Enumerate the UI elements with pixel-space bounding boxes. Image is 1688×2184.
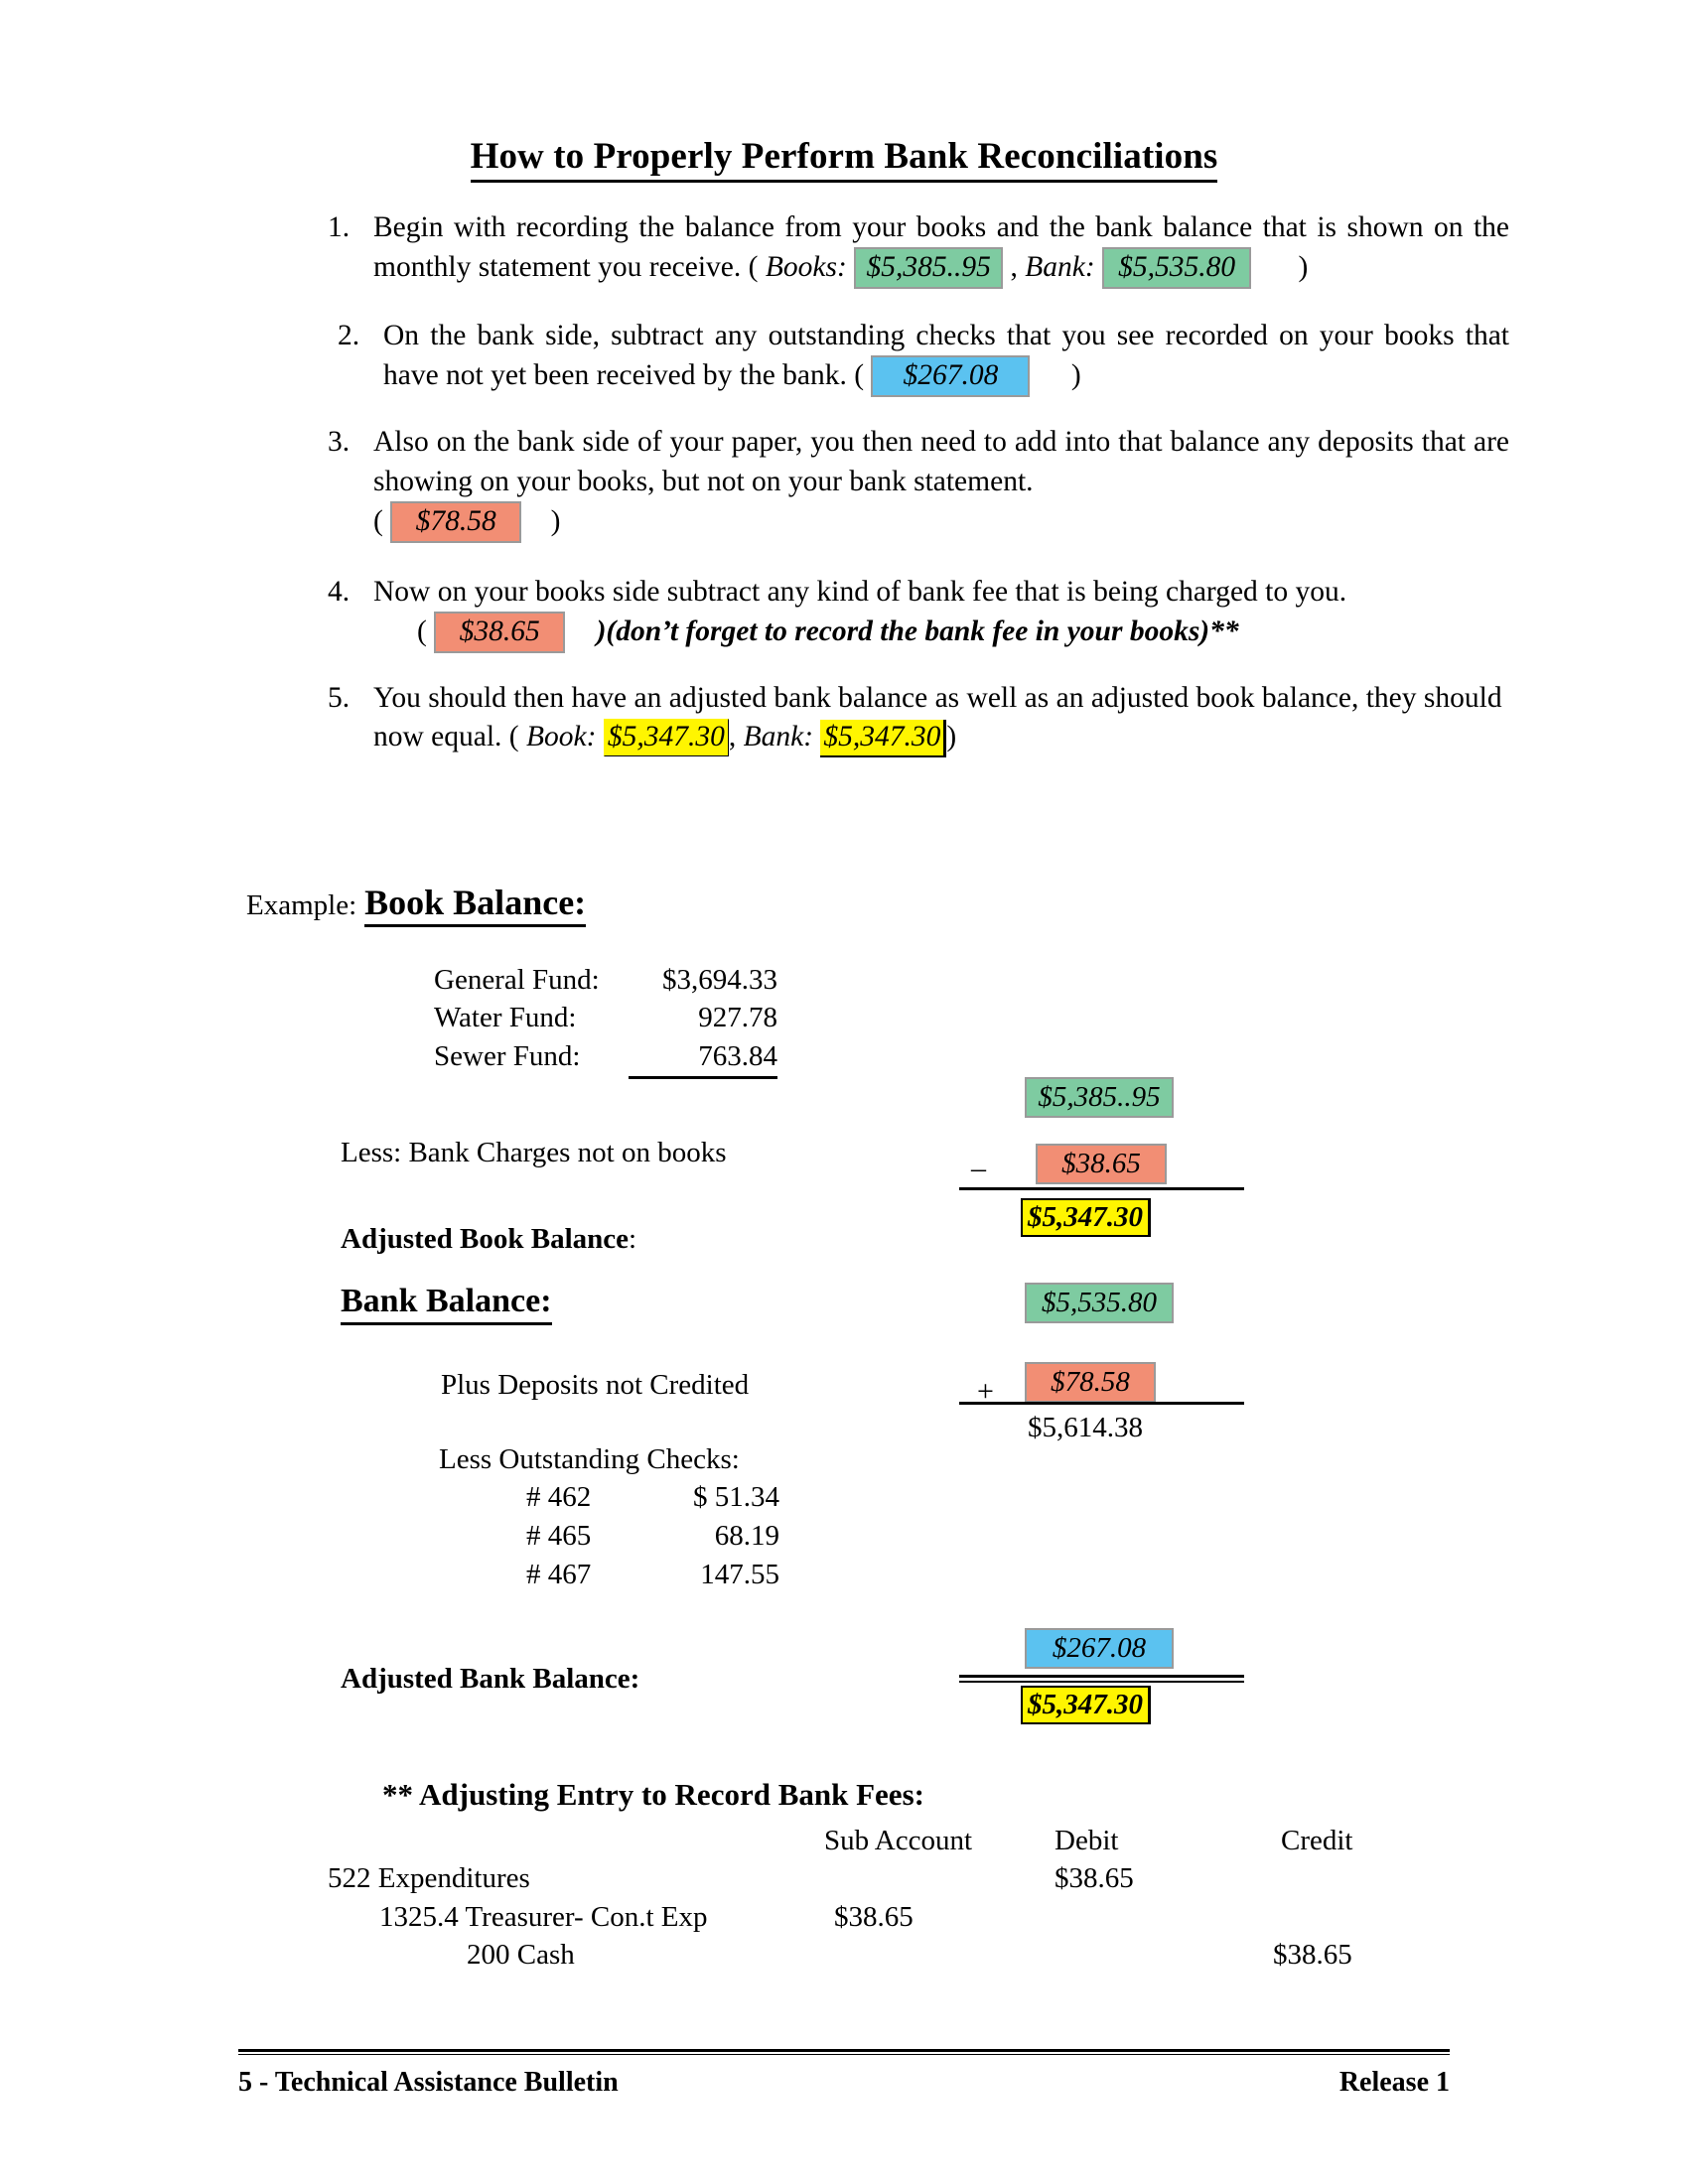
outstanding-total-value: [1025, 1628, 1174, 1669]
step-5-separator: ,: [728, 721, 737, 753]
fund-row: [434, 961, 777, 999]
example-label: Example:: [246, 889, 357, 921]
adjusting-entry-title: ** Adjusting Entry to Record Bank Fees:: [382, 1777, 924, 1812]
fund-amount: $3,694.33: [662, 964, 777, 996]
bank-charges-value: [1036, 1144, 1167, 1184]
outstanding-total-chip: $267.08: [1025, 1628, 1174, 1669]
bank-balance-chip: $5,535.80: [1025, 1283, 1174, 1323]
minus-sign: –: [971, 1152, 986, 1184]
plus-deposits-label: Plus Deposits not Credited: [441, 1369, 750, 1401]
adjusted-book-balance-value: [1021, 1198, 1151, 1237]
step-5-close-paren: ): [946, 721, 957, 753]
column-header-account: [328, 1822, 814, 1859]
column-header-sub-account: Sub Account: [824, 1825, 973, 1856]
check-number: # 465: [526, 1520, 592, 1553]
table-row: [328, 1898, 1470, 1936]
je-account: 522 Expenditures: [328, 1862, 530, 1895]
step-5-bank-value: $5,347.30: [820, 720, 946, 757]
footer-divider: [238, 2049, 1450, 2055]
step-3-close-paren: ): [550, 504, 561, 537]
step-5-bank-label: Bank:: [743, 721, 814, 753]
step-4-text: Now on your books side subtract any kind of bank fee that is being charged to you.: [373, 575, 1347, 608]
instruction-list: [328, 208, 1509, 779]
adjusted-bank-rule: [959, 1675, 1244, 1683]
adjusted-book-balance-label: [341, 1223, 636, 1256]
fund-row: [434, 1037, 777, 1079]
page-title: [0, 135, 1688, 178]
table-row: [328, 1936, 1470, 1974]
book-subtotal-rule: [959, 1187, 1244, 1190]
step-1-body: [373, 208, 1509, 289]
step-5-number: 5.: [328, 682, 351, 715]
fund-name: General Fund:: [434, 964, 600, 996]
step-5-body: [373, 679, 1509, 757]
step-3-open-paren: (: [373, 504, 383, 537]
step-1-separator: ,: [1010, 251, 1018, 284]
list-item-step-3: [328, 423, 1509, 542]
step-4-note: )(don’t forget to record the bank fee in your books)**: [596, 615, 1239, 648]
je-credit: [1243, 1898, 1462, 1936]
step-1-bank-label: Bank:: [1025, 251, 1095, 284]
step-4-open-paren: (: [417, 615, 427, 648]
check-row: [526, 1517, 779, 1556]
step-2-text: On the bank side, subtract any outstanding checks that you see recorded on your books that have not yet been received by the bank. (: [383, 320, 1509, 392]
books-total-chip: $5,385..95: [1025, 1077, 1174, 1118]
adjusted-bank-balance-label: Adjusted Bank Balance:: [341, 1663, 640, 1695]
plus-sign: +: [977, 1375, 994, 1408]
list-item-step-4: [328, 573, 1509, 653]
book-balance-heading: Book Balance:: [364, 883, 586, 927]
deposits-chip: $78.58: [1025, 1362, 1156, 1403]
step-1-close-paren: ): [1298, 251, 1309, 284]
fund-list: [434, 961, 777, 1079]
step-3-value: $78.58: [390, 501, 521, 543]
step-4-body: [373, 573, 1509, 653]
je-credit: $38.65: [1273, 1938, 1352, 1971]
check-amount: $ 51.34: [693, 1481, 779, 1513]
step-5-book-label: Book:: [526, 721, 597, 753]
je-account: 200 Cash: [467, 1938, 575, 1971]
check-amount: 68.19: [714, 1520, 779, 1553]
je-debit: [1043, 1898, 1243, 1936]
je-sub-account: [814, 1859, 1043, 1897]
step-4-value: $38.65: [434, 612, 565, 653]
je-credit: [1243, 1859, 1462, 1897]
step-2-body: [383, 317, 1509, 397]
journal-entry-table: [328, 1822, 1470, 1974]
footer-left-text: 5 - Technical Assistance Bulletin: [238, 2067, 619, 2098]
fund-row: [434, 999, 777, 1036]
page-footer: [238, 2067, 1450, 2099]
deposits-value: [1025, 1362, 1156, 1403]
adjusted-book-balance-chip: $5,347.30: [1021, 1198, 1151, 1237]
step-1-text: Begin with recording the balance from your books and the bank balance that is shown on the monthly statement you receive. (: [373, 211, 1509, 284]
list-item-step-1: [328, 208, 1509, 289]
outstanding-checks-list: [526, 1478, 779, 1594]
less-bank-charges-label: Less: Bank Charges not on books: [341, 1137, 727, 1168]
fund-name: Sewer Fund:: [434, 1039, 581, 1072]
step-5-text: You should then have an adjusted bank balance as well as an adjusted book balance, they should now equal. (: [373, 682, 1502, 753]
fund-name: Water Fund:: [434, 1002, 577, 1034]
step-1-books-value: $5,385..95: [854, 247, 1003, 289]
check-amount: 147.55: [700, 1559, 779, 1591]
adjusted-bank-balance-value: [1021, 1686, 1151, 1724]
list-item-step-5: [328, 679, 1509, 757]
step-1-bank-value: $5,535.80: [1102, 247, 1251, 289]
step-2-value: $267.08: [871, 355, 1030, 397]
je-debit: $38.65: [1055, 1862, 1134, 1895]
bank-balance-value: [1025, 1283, 1174, 1323]
step-3-number: 3.: [328, 426, 351, 459]
step-4-number: 4.: [328, 575, 351, 608]
column-header-debit: Debit: [1055, 1825, 1119, 1856]
step-5-book-value: $5,347.30: [604, 719, 729, 756]
step-1-books-label: Books:: [765, 251, 847, 284]
step-1-number: 1.: [328, 211, 351, 243]
bank-balance-heading: Bank Balance:: [341, 1283, 552, 1325]
fund-amount: 763.84: [629, 1037, 777, 1079]
page-title-text: How to Properly Perform Bank Reconciliations: [471, 136, 1218, 183]
step-3-text: Also on the bank side of your paper, you then need to add into that balance any deposits that are showing on your books, but not on your bank statement.: [373, 426, 1509, 497]
bank-subtotal-rule: [959, 1402, 1244, 1405]
je-sub-account: $38.65: [834, 1900, 914, 1933]
table-header-row: [328, 1822, 1470, 1859]
fund-amount: 927.78: [698, 1002, 777, 1034]
step-3-body: [373, 423, 1509, 542]
check-row: [526, 1556, 779, 1594]
less-outstanding-checks-label: Less Outstanding Checks:: [439, 1443, 740, 1475]
check-number: # 462: [526, 1481, 592, 1513]
column-header-credit: Credit: [1281, 1825, 1353, 1856]
example-heading: [246, 882, 586, 923]
bank-subtotal-value: $5,614.38: [1028, 1412, 1143, 1443]
je-account: 1325.4 Treasurer- Con.t Exp: [379, 1900, 708, 1933]
adjusted-book-balance-colon: :: [629, 1223, 637, 1255]
check-row: [526, 1478, 779, 1517]
list-item-step-2: [338, 317, 1509, 397]
adjusted-book-balance-text: Adjusted Book Balance: [341, 1223, 630, 1255]
je-sub-account: [814, 1936, 1043, 1974]
books-total-value: [1025, 1077, 1174, 1118]
step-2-close-paren: ): [1070, 359, 1081, 392]
step-2-number: 2.: [338, 320, 360, 352]
check-number: # 467: [526, 1559, 592, 1591]
bank-charges-chip: $38.65: [1036, 1144, 1167, 1184]
footer-right-text: Release 1: [1338, 2067, 1450, 2098]
table-row: [328, 1859, 1470, 1897]
adjusted-bank-balance-chip: $5,347.30: [1021, 1686, 1151, 1724]
je-debit: [1043, 1936, 1243, 1974]
